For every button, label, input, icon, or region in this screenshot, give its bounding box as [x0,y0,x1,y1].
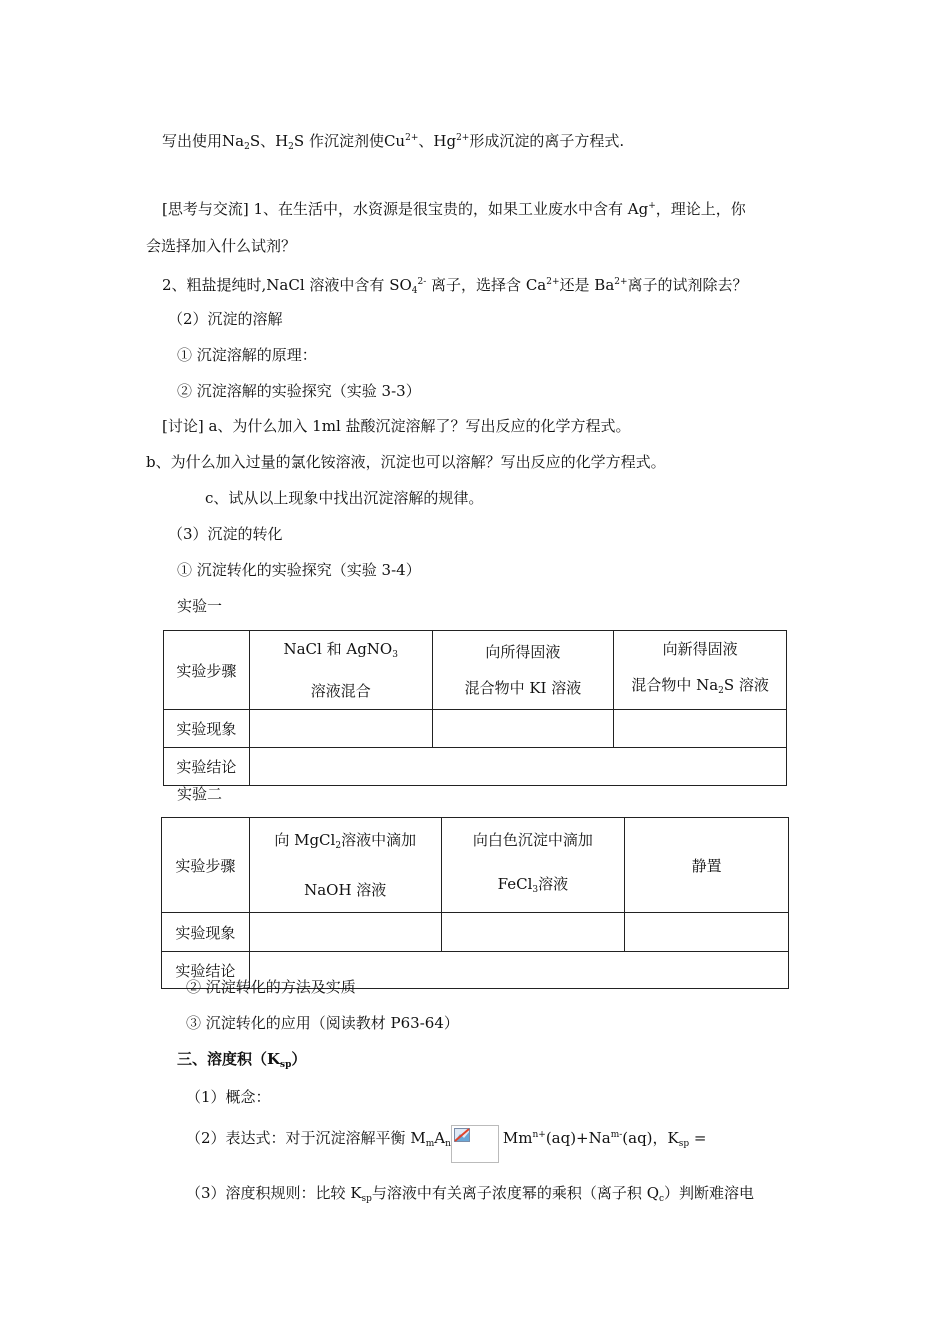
think-text: 2、粗盐提纯时,NaCl 溶液中含有 SO [162,276,412,294]
cell-text: 向新得固液 [662,640,738,658]
discuss-a: [讨论] a、为什么加入 1ml 盐酸沉淀溶解了？写出反应的化学方程式。 [162,417,631,435]
superscript: 2+ [546,277,560,287]
transform-heading: （3）沉淀的转化 [168,525,283,543]
cell-text: 溶液混合 [310,682,371,700]
subscript: c [659,1194,665,1204]
heading-text: ） [291,1050,307,1068]
row-label: 实验现象 [162,913,250,952]
think-text: [思考与交流] 1、在生活中，水资源是很宝贵的，如果工业废水中含有 Ag [162,200,649,218]
cell-text: 混合物中 Na [631,676,719,694]
empty-cell [249,748,786,786]
dissolve-heading: （2）沉淀的溶解 [168,310,283,328]
subscript: sp [280,1060,292,1070]
intro-text: 形成沉淀的离子方程式. [469,132,625,150]
empty-cell [249,913,441,952]
subscript: 3 [392,650,398,660]
intro-line [162,128,624,157]
subscript: 3 [532,885,539,895]
expr-text: (aq)+Na [545,1129,611,1147]
subscript: 2 [244,142,250,152]
step-cell [441,818,625,913]
table-row [162,818,789,913]
subscript: sp [678,1139,690,1149]
think-line-2: 会选择加入什么试剂？ [146,237,297,255]
think-text: 离子的试剂除去？ [627,276,748,294]
intro-text: S、H [249,132,289,150]
intro-text: S 作沉淀剂使Cu [293,132,406,150]
table-row [164,748,787,786]
cell-text: 混合物中 KI 溶液 [464,679,582,697]
think-line-1 [162,196,746,219]
expr-text: Mm [502,1129,533,1147]
rule-text: ）判断难溶电 [664,1184,755,1202]
subscript: 4 [411,286,418,296]
expr-text: (aq)，K [622,1129,679,1147]
subscript: m [425,1139,435,1149]
superscript: n+ [532,1130,546,1140]
row-label: 实验步骤 [164,631,250,710]
row-label: 实验结论 [164,748,250,786]
transform-item-1: ① 沉淀转化的实验探究（实验 3-4） [177,561,421,579]
cell-text: 向 MgCl [274,831,336,849]
subscript: n [445,1139,451,1149]
step-cell [249,818,441,913]
transform-item-3: ③ 沉淀转化的应用（阅读教材 P63-64） [186,1014,459,1032]
step-cell [432,631,614,710]
superscript: + [648,201,656,211]
dissolve-item-1: ① 沉淀溶解的原理： [177,346,317,364]
step-cell [249,631,432,710]
cell-text: NaOH 溶液 [304,881,387,899]
superscript: 2+ [614,277,628,287]
ksp-expression [186,1125,706,1163]
cell-text: 溶液 [538,875,569,893]
cell-text: 向所得固液 [485,643,561,661]
subscript: sp [361,1194,372,1204]
experiment-2-title: 实验二 [177,785,223,803]
discuss-b: b、为什么加入过量的氯化铵溶液，沉淀也可以溶解？写出反应的化学方程式。 [146,453,666,471]
cell-text: 向白色沉淀中滴加 [472,831,593,849]
empty-cell [625,913,789,952]
row-label: 实验现象 [164,710,250,748]
cell-text: 溶液中滴加 [341,831,417,849]
table-row [164,631,787,710]
expr-text: （2）表达式：对于沉淀溶解平衡 M [186,1129,426,1147]
expr-text: = [689,1129,707,1147]
intro-text: 、Hg [418,132,457,150]
table-row [164,710,787,748]
cell-text: NaCl 和 AgNO [283,640,393,658]
rule-text: （3）溶度积规则：比较 K [186,1184,362,1202]
intro-text: 写出使用Na [162,132,245,150]
dissolve-item-2: ② 沉淀溶解的实验探究（实验 3-3） [177,382,421,400]
empty-cell [432,710,614,748]
subscript: 2 [718,686,724,696]
discuss-c: c、试从以上现象中找出沉淀溶解的规律。 [205,489,484,507]
superscript: 2- [417,277,427,287]
row-label: 实验步骤 [162,818,250,913]
subscript: 2 [335,841,342,851]
broken-image-icon [451,1125,499,1163]
experiment-1-title: 实验一 [177,597,223,615]
cell-text: S 溶液 [723,676,769,694]
cell-text: FeCl [497,875,533,893]
table-row [162,913,789,952]
subscript: 2 [288,142,294,152]
heading-text: 三、溶度积（K [177,1050,281,1068]
think-text: 还是 Ba [559,276,615,294]
transform-item-2: ② 沉淀转化的方法及实质 [186,978,356,996]
rule-text: 与溶液中有关离子浓度幂的乘积（离子积 Q [371,1184,659,1202]
empty-cell [441,913,625,952]
image-placeholder-icon [454,1128,470,1142]
experiment-1-table [163,630,787,786]
superscript: 2+ [405,133,419,143]
empty-cell [249,710,432,748]
empty-cell [614,710,787,748]
ksp-heading [177,1049,306,1075]
ksp-rule [186,1183,754,1209]
experiment-2-table [161,817,789,989]
think-text: ，理论上，你 [655,200,746,218]
step-cell [614,631,787,710]
superscript: m- [610,1130,623,1140]
row-label: 实验结论 [162,952,250,989]
expr-text: A [434,1129,446,1147]
ksp-concept: （1）概念： [186,1088,271,1106]
think-line-3 [162,272,748,301]
superscript: 2+ [456,133,470,143]
think-text: 离子，选择含 Ca [426,276,547,294]
step-cell: 静置 [625,818,789,913]
